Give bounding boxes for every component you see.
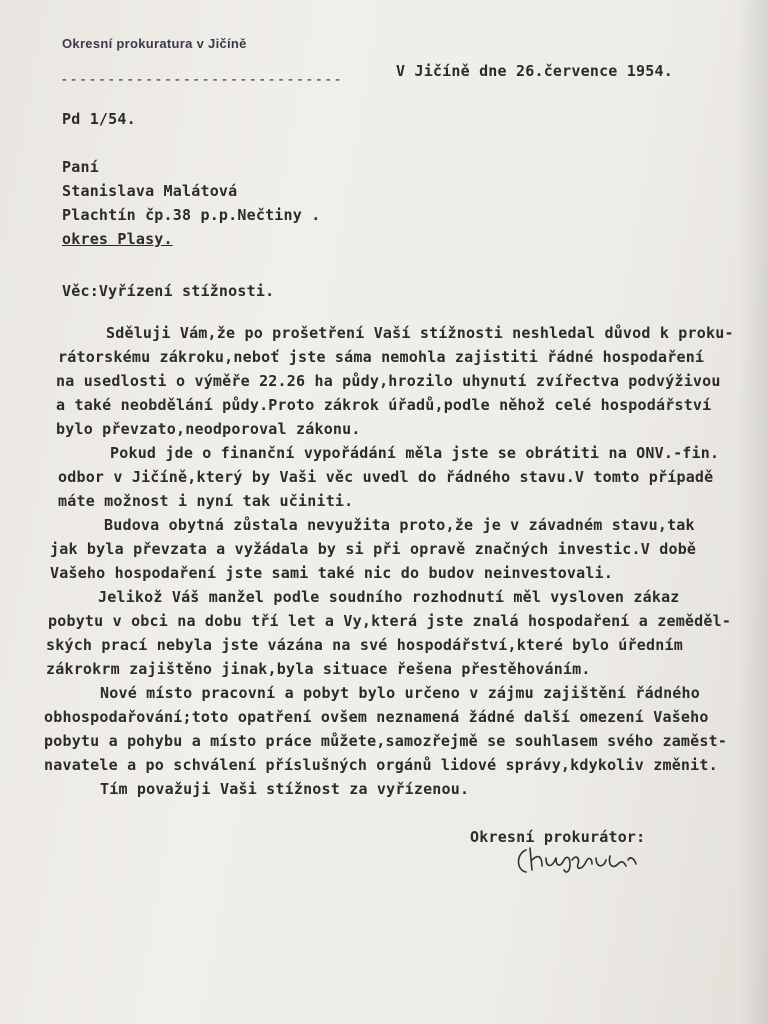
body-line: odbor v Jičíně,který by Vaši věc uvedl do řádného stavu.V tomto případě <box>58 468 714 486</box>
signature-title: Okresní prokurátor: <box>470 828 646 846</box>
body-line: obhospodařování;toto opatření ovšem neznamená žádné další omezení Vašeho <box>44 708 709 726</box>
body-line: navatele a po schválení příslušných orgánů lidové správy,kdykoliv změnit. <box>44 756 718 774</box>
address-street: Plachtín čp.38 p.p.Nečtiny . <box>62 206 321 224</box>
body-line: Tím považuji Vaši stížnost za vyřízenou. <box>100 780 470 798</box>
body-line: Jelikož Váš manžel podle soudního rozhodnutí měl vysloven zákaz <box>98 588 680 606</box>
body-line: jak byla převzata a vyžádala by si při opravě značných investic.V době <box>50 540 697 558</box>
body-line: Budova obytná zůstala nevyužita proto,že je v závadném stavu,tak <box>104 516 695 534</box>
office-stamp: Okresní prokuratura v Jičíně <box>62 36 247 51</box>
body-line: bylo převzato,neodporoval zákonu. <box>56 420 361 438</box>
body-line: pobytu v obci na dobu tří let a Vy,která jste znalá hospodaření a zeměděl- <box>48 612 732 630</box>
body-line: a také neobdělání půdy.Proto zákrok úřadů,podle něhož celé hospodářství <box>56 396 712 414</box>
body-line: zákrokrm zajištěno jinak,byla situace řešena přestěhováním. <box>46 660 591 678</box>
subject-line: Věc:Vyřízení stížnosti. <box>62 282 275 300</box>
page-shadow <box>738 0 768 1024</box>
reference-number: Pd 1/54. <box>62 110 136 128</box>
place-date: V Jičíně dne 26.července 1954. <box>396 62 673 80</box>
address-district: okres Plasy. <box>62 230 173 248</box>
address-salutation: Paní <box>62 158 99 176</box>
body-line: Sděluji Vám,že po prošetření Vaší stížnosti neshledal důvod k proku- <box>106 324 734 342</box>
handwritten-signature-icon <box>512 840 642 880</box>
address-name: Stanislava Malátová <box>62 182 238 200</box>
body-line: rátorskému zákroku,neboť jste sáma nemohla zajistiti řádné hospodaření <box>58 348 705 366</box>
stamp-underline: ------------------------------ <box>60 72 343 88</box>
body-line: Pokud jde o finanční vypořádání měla jste se obrátiti na ONV.-fin. <box>110 444 720 462</box>
body-line: pobytu a pohybu a místo práce můžete,samozřejmě se souhlasem svého zaměst- <box>44 732 728 750</box>
body-line: ských prací nebyla jste vázána na své hospodářství,které bylo úředním <box>46 636 683 654</box>
body-line: Vašeho hospodaření jste sami také nic do budov neinvestovali. <box>50 564 614 582</box>
body-line: máte možnost i nyní tak učiniti. <box>58 492 354 510</box>
body-line: na usedlosti o výměře 22.26 ha půdy,hrozilo uhynutí zvířectva podvýživou <box>56 372 721 390</box>
body-line: Nové místo pracovní a pobyt bylo určeno v zájmu zajištění řádného <box>100 684 700 702</box>
